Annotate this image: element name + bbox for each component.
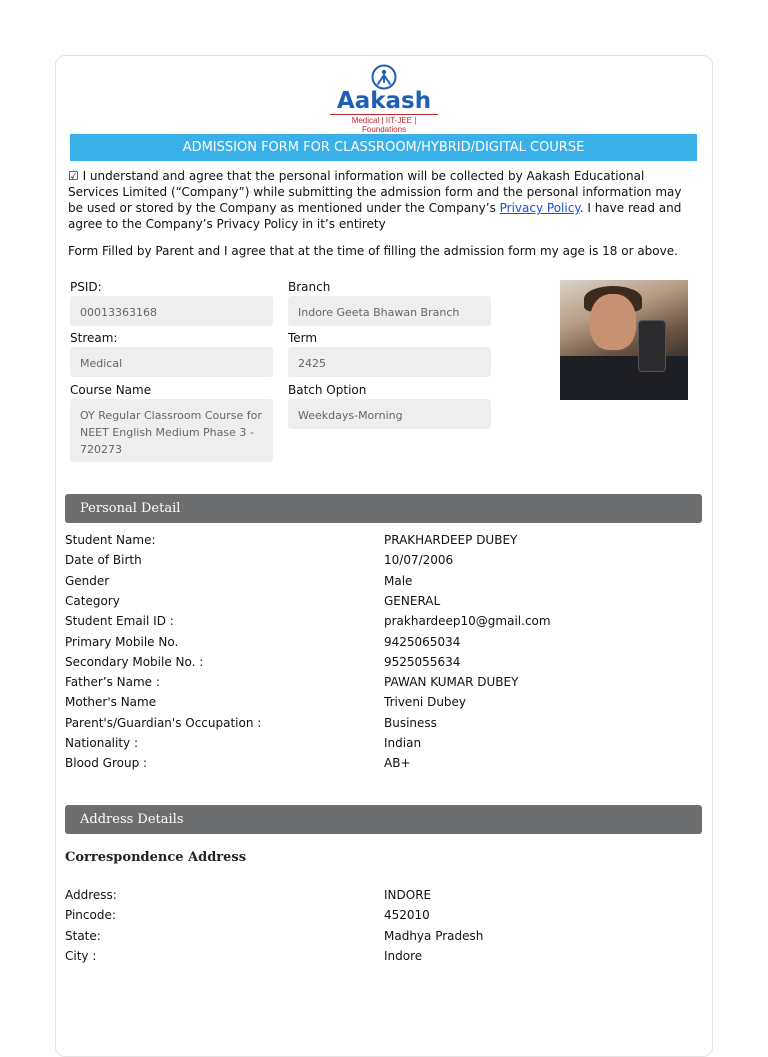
- consent-statement: [68, 168, 698, 232]
- term-field[interactable]: 2425: [288, 347, 491, 377]
- personal-row-label: Date of Birth: [65, 553, 142, 568]
- aakash-emblem-icon: [370, 64, 398, 90]
- consent-text-end: . I have read and agree to the Company’s Privacy Policy in it’s entirety: [68, 201, 682, 231]
- personal-row-value: 9525055634: [384, 654, 461, 669]
- personal-row-label: Category: [65, 593, 120, 608]
- psid-label: PSID:: [70, 280, 102, 294]
- personal-row-label: Student Name:: [65, 533, 156, 547]
- personal-row-label: Student Email ID :: [65, 614, 174, 629]
- course-name-label: Course Name: [70, 383, 152, 397]
- personal-detail-title: Personal Detail: [80, 501, 181, 516]
- address-row-label: Pincode:: [65, 908, 116, 923]
- personal-row-value: Triveni Dubey: [384, 695, 467, 710]
- course-name-field[interactable]: OY Regular Classroom Course for NEET English Medium Phase 3 - 720273: [70, 399, 273, 462]
- address-details-title: Address Details: [80, 812, 184, 827]
- form-title-bar: [70, 134, 697, 161]
- logo-brand-text: Aakash: [336, 88, 432, 114]
- branch-field[interactable]: Indore Geeta Bhawan Branch: [288, 296, 491, 326]
- stream-label: Stream:: [70, 331, 118, 345]
- privacy-policy-link[interactable]: Privacy Policy: [499, 201, 580, 215]
- batch-option-field[interactable]: Weekdays-Morning: [288, 399, 491, 429]
- personal-row-value: Business: [384, 715, 437, 730]
- personal-row-value: PAWAN KUMAR DUBEY: [384, 675, 519, 690]
- personal-row-label: Mother's Name: [65, 695, 157, 710]
- personal-row-value: Male: [384, 573, 413, 588]
- personal-row-value: 9425065034: [384, 634, 461, 649]
- personal-row-label: Father’s Name :: [65, 675, 160, 690]
- personal-row-label: Gender: [65, 573, 110, 588]
- branch-label: Branch: [288, 280, 331, 294]
- aakash-logo: [330, 64, 438, 134]
- personal-row-value: Indian: [384, 736, 422, 750]
- personal-row-value: AB+: [384, 756, 411, 771]
- stream-field[interactable]: Medical: [70, 347, 273, 377]
- correspondence-address-heading: Correspondence Address: [65, 850, 247, 865]
- address-row-value: INDORE: [384, 888, 432, 902]
- form-title: ADMISSION FORM FOR CLASSROOM/HYBRID/DIGITAL COURSE: [182, 140, 585, 155]
- address-row-label: State:: [65, 928, 101, 943]
- personal-detail-header: [65, 494, 702, 523]
- address-row-label: City :: [65, 948, 97, 963]
- personal-row-label: Primary Mobile No.: [65, 634, 179, 649]
- personal-row-label: Secondary Mobile No. :: [65, 654, 204, 669]
- consent-text-start: I understand and agree that the personal information will be collected by Aakash Educational Services Limited (“Company”) while submitting the admission form and the personal information may be used or stored by the Company as mentioned under the Company’s: [68, 169, 682, 215]
- student-photo: [560, 280, 688, 400]
- personal-row-value: prakhardeep10@gmail.com: [384, 614, 551, 629]
- consent-checkbox[interactable]: ☑: [68, 169, 79, 183]
- filled-by-statement: Form Filled by Parent and I agree that at the time of filling the admission form my age is 18 or above.: [68, 244, 678, 258]
- address-row-label: Address:: [65, 888, 117, 902]
- address-row-value: Madhya Pradesh: [384, 928, 484, 943]
- personal-row-label: Blood Group :: [65, 756, 148, 771]
- address-details-header: [65, 805, 702, 834]
- personal-row-label: Nationality :: [65, 736, 139, 750]
- address-row-value: Indore: [384, 948, 423, 963]
- address-row-value: 452010: [384, 908, 430, 923]
- psid-field[interactable]: 00013363168: [70, 296, 273, 326]
- batch-option-label: Batch Option: [288, 383, 367, 397]
- personal-row-label: Parent's/Guardian's Occupation :: [65, 715, 262, 730]
- logo-tagline: Medical | IIT-JEE | Foundations: [330, 114, 438, 134]
- personal-row-value: PRAKHARDEEP DUBEY: [384, 533, 518, 547]
- personal-row-value: GENERAL: [384, 593, 441, 608]
- term-label: Term: [288, 331, 318, 345]
- personal-row-value: 10/07/2006: [384, 553, 454, 568]
